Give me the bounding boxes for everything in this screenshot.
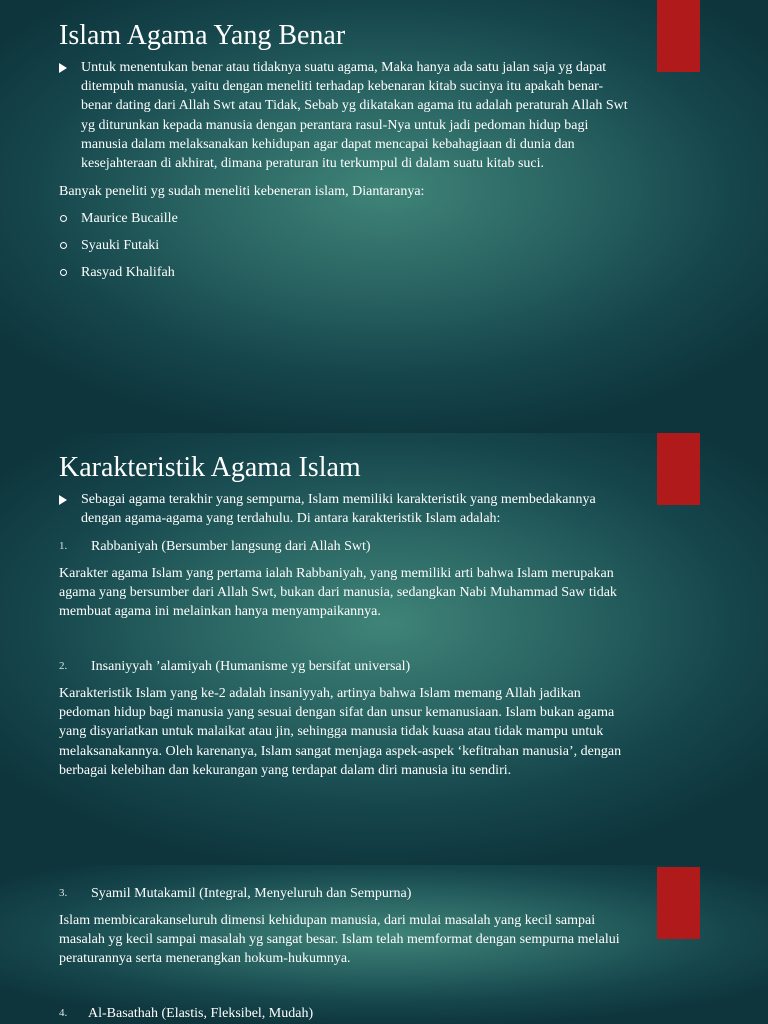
text-line: pedoman hidup bagi manusia yang sesuai dengan sifat dan unsur kemanusiaan. Islam bukan agama [59, 705, 615, 721]
text-line: melaksanakannya. Oleh karenanya, Islam sangat menjaga aspek-aspek ‘kefitrahan manusia’, dengan [59, 743, 622, 759]
accent-bar [657, 0, 700, 72]
bullet-triangle-icon [59, 495, 67, 505]
slide-3 [0, 865, 768, 1024]
text-line: manusia dalam melaksanakan kehidupan agar dapat mencapai kebahagiaan di dunia dan [81, 136, 575, 152]
text-line: ditempuh manusia, yaitu dengan meneliti terhadap kebenaran kitab sucinya itu apakah benar- [81, 79, 604, 95]
item-heading: Insaniyyah ’alamiyah (Humanisme yg bersifat universal) [91, 659, 411, 674]
text-line: dengan agama-agama yang terdahulu. Di antara karakteristik Islam adalah: [81, 511, 501, 527]
item-number: 2. [59, 660, 68, 672]
slide-title: Islam Agama Yang Benar [59, 20, 346, 51]
bullet-circle-icon [60, 269, 67, 276]
accent-bar [657, 867, 700, 939]
bullet-paragraph [81, 490, 596, 528]
bullet-triangle-icon [59, 63, 67, 73]
list-item: Rasyad Khalifah [81, 265, 175, 280]
text-line: peraturannya serta menerangkan hokum-hukumnya. [59, 951, 351, 967]
bullet-paragraph [81, 58, 628, 173]
slide-title: Karakteristik Agama Islam [59, 452, 361, 483]
text-line: kesejahteraan di akhirat, dimana peraturan itu terkumpul di dalam suatu kitab suci. [81, 156, 545, 172]
item-paragraph [59, 911, 620, 969]
item-heading: Al-Basathah (Elastis, Fleksibel, Mudah) [88, 1006, 314, 1021]
accent-bar [657, 433, 700, 505]
bullet-circle-icon [60, 242, 67, 249]
text-line: membuat agama ini melainkan hanya menyampaikannya. [59, 604, 381, 620]
slide-2 [0, 433, 768, 865]
intro-text: Banyak peneliti yg sudah meneliti kebeneran islam, Diantaranya: [59, 184, 425, 199]
bullet-circle-icon [60, 215, 67, 222]
item-heading: Syamil Mutakamil (Integral, Menyeluruh dan Sempurna) [91, 886, 412, 901]
item-number: 1. [59, 540, 68, 552]
item-heading: Rabbaniyah (Bersumber langsung dari Allah Swt) [91, 539, 371, 554]
text-line: Karakter agama Islam yang pertama ialah Rabbaniyah, yang memiliki arti bahwa Islam merupakan [59, 566, 614, 581]
text-line: masalah yg kecil sampai masalah yg sangat besar. Islam telah memformat dengan sempurna melalui [59, 932, 620, 948]
item-paragraph [59, 684, 621, 780]
text-line: benar dating dari Allah Swt atau Tidak, Sebab yg dikatakan agama itu adalah peraturah Allah Swt [81, 98, 628, 114]
slide-1 [0, 0, 768, 433]
text-line: agama yang bersumber dari Allah Swt, bukan dari manusia, sedangkan Nabi Muhammad Saw tidak [59, 585, 617, 601]
text-line: Untuk menentukan benar atau tidaknya suatu agama, Maka hanya ada satu jalan saja yg dapat [81, 60, 607, 75]
text-line: berbagai kelebihan dan kekurangan yang terdapat dalam diri manusia itu sendiri. [59, 762, 512, 778]
text-line: Karakteristik Islam yang ke-2 adalah insaniyyah, artinya bahwa Islam memang Allah jadikan [59, 686, 581, 701]
text-line: Sebagai agama terakhir yang sempurna, Islam memiliki karakteristik yang membedakannya [81, 492, 596, 507]
item-number: 4. [59, 1007, 68, 1019]
item-number: 3. [59, 887, 68, 899]
item-paragraph [59, 564, 617, 622]
text-line: yg diturunkan kepada manusia dengan perantara rasul-Nya untuk jadi pedoman hidup bagi [81, 117, 589, 133]
text-line: Islam membicarakanseluruh dimensi kehidupan manusia, dari mulai masalah yang kecil sampai [59, 913, 596, 928]
text-line: yang disyariatkan untuk malaikat atau jin, sehingga manusia tidak kuasa atau tidak mampu untuk [59, 724, 604, 740]
list-item: Maurice Bucaille [81, 211, 178, 226]
list-item: Syauki Futaki [81, 238, 160, 253]
